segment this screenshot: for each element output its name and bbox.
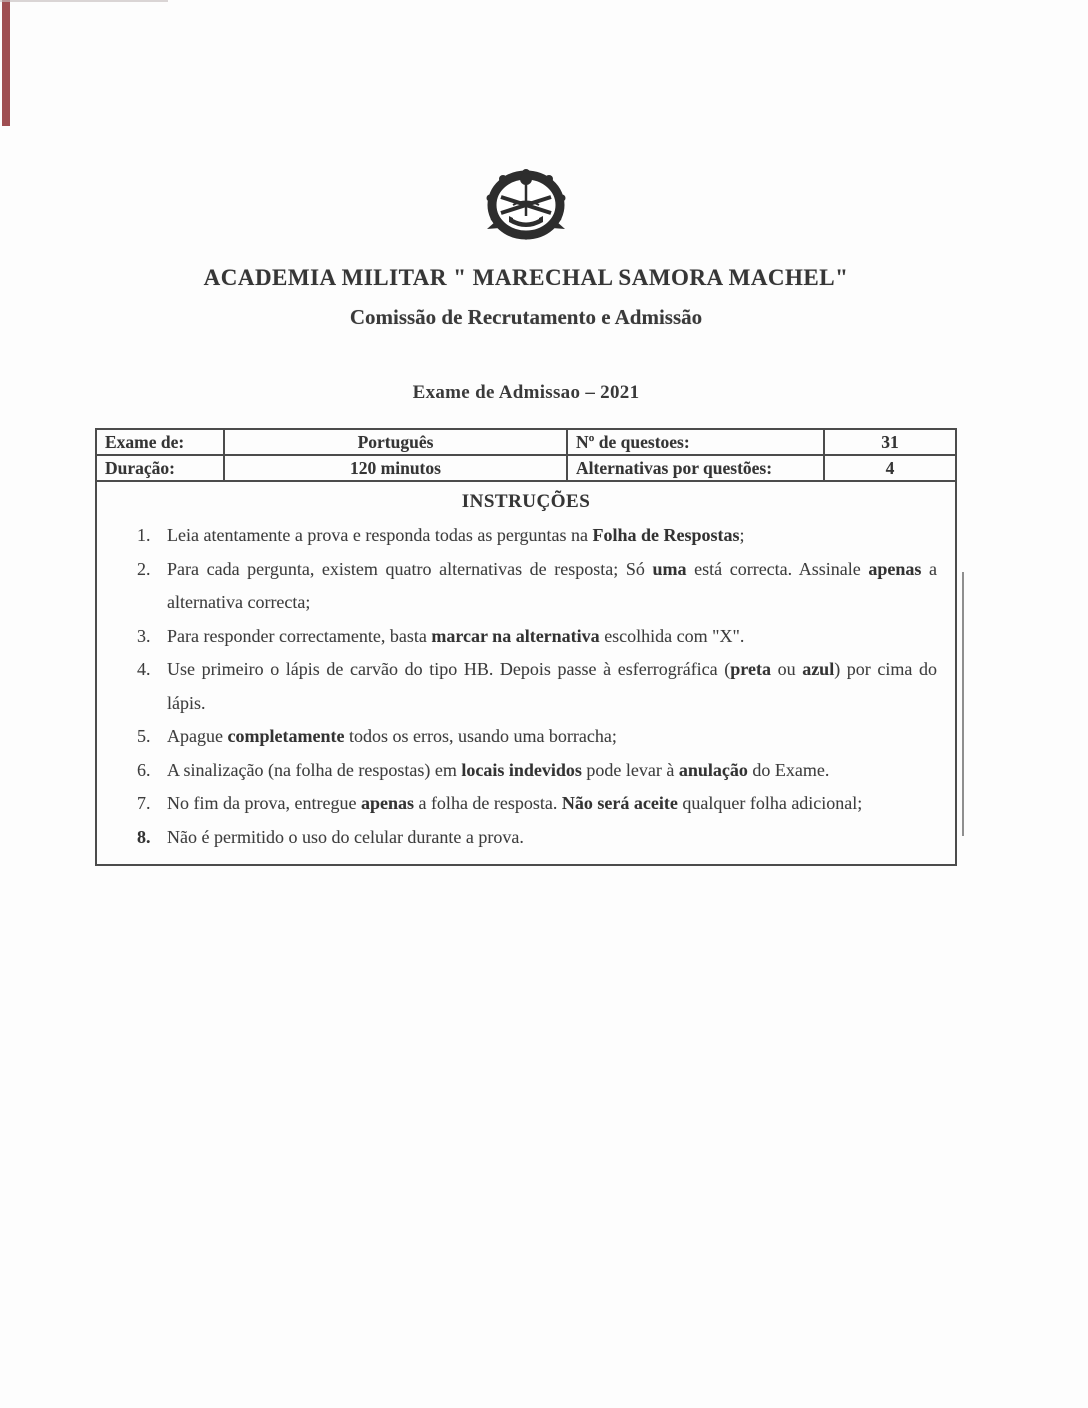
scan-artifact-top-line: [0, 0, 168, 2]
instruction-number: 5.: [137, 726, 151, 746]
instructions-heading: INSTRUÇÕES: [461, 491, 591, 512]
page-subtitle: Comissão de Recrutamento e Admissão: [349, 305, 703, 329]
instruction-item: [137, 553, 941, 620]
instruction-number: 2.: [137, 558, 151, 579]
instruction-number: 7.: [137, 793, 151, 813]
instructions-list: [97, 513, 955, 864]
exam-cover-page: [95, 0, 957, 866]
question-count-value: 31: [825, 430, 955, 456]
instruction-number: 3.: [137, 625, 151, 646]
instruction-item: [137, 653, 941, 720]
scan-artifact-right-line: [962, 572, 964, 836]
alternatives-label: Alternativas por questões:: [568, 456, 825, 480]
instruction-number: 1.: [137, 525, 151, 545]
instruction-text: A sinalização (na folha de respostas) em locais indevidos pode levar à anulação do Exame.: [167, 759, 830, 780]
instruction-item: [137, 754, 941, 788]
instruction-text: No fim da prova, entregue apenas a folha de resposta. Não será aceite qualquer folha adicional;: [167, 793, 863, 813]
instruction-number: 8.: [137, 826, 151, 847]
page-title: ACADEMIA MILITAR " MARECHAL SAMORA MACHEL": [203, 265, 849, 290]
instruction-text: Apague completamente todos os erros, usando uma borracha;: [167, 726, 617, 746]
military-crest-icon: [483, 166, 569, 242]
instruction-text: Leia atentamente a prova e responda todas as perguntas na Folha de Respostas;: [167, 525, 745, 545]
exam-year-title: Exame de Admissao – 2021: [412, 382, 640, 403]
instruction-number: 4.: [137, 659, 151, 679]
instruction-text: Para responder correctamente, basta marcar na alternativa escolhida com "X".: [167, 625, 745, 646]
alternatives-value: 4: [885, 458, 895, 478]
scan-artifact-red-strip: [2, 0, 10, 126]
instruction-item: [137, 821, 941, 855]
question-count-label: Nº de questoes:: [568, 430, 825, 456]
academy-crest-logo: [95, 0, 957, 247]
instruction-number: 6.: [137, 759, 151, 780]
exam-info-table: [97, 430, 955, 482]
instruction-text: Use primeiro o lápis de carvão do tipo HB. Depois passe à esferrográfica (preta ou azul) por cima do lápis.: [167, 659, 938, 713]
duration-label: Duração:: [97, 456, 225, 480]
instructions-section: [97, 482, 955, 864]
duration-value: 120 minutos: [225, 456, 568, 480]
instruction-text: Para cada pergunta, existem quatro alternativas de resposta; Só uma está correcta. Assinale apenas a alternativa correcta;: [167, 558, 938, 612]
instruction-item: [137, 787, 941, 821]
instruction-text: Não é permitido o uso do celular durante a prova.: [167, 826, 524, 847]
exam-info-box: [95, 428, 957, 866]
instruction-item: [137, 620, 941, 654]
instruction-item: [137, 720, 941, 754]
instruction-item: [137, 519, 941, 553]
exam-type-label: Exame de:: [97, 430, 225, 456]
exam-type-value: Português: [225, 430, 568, 456]
